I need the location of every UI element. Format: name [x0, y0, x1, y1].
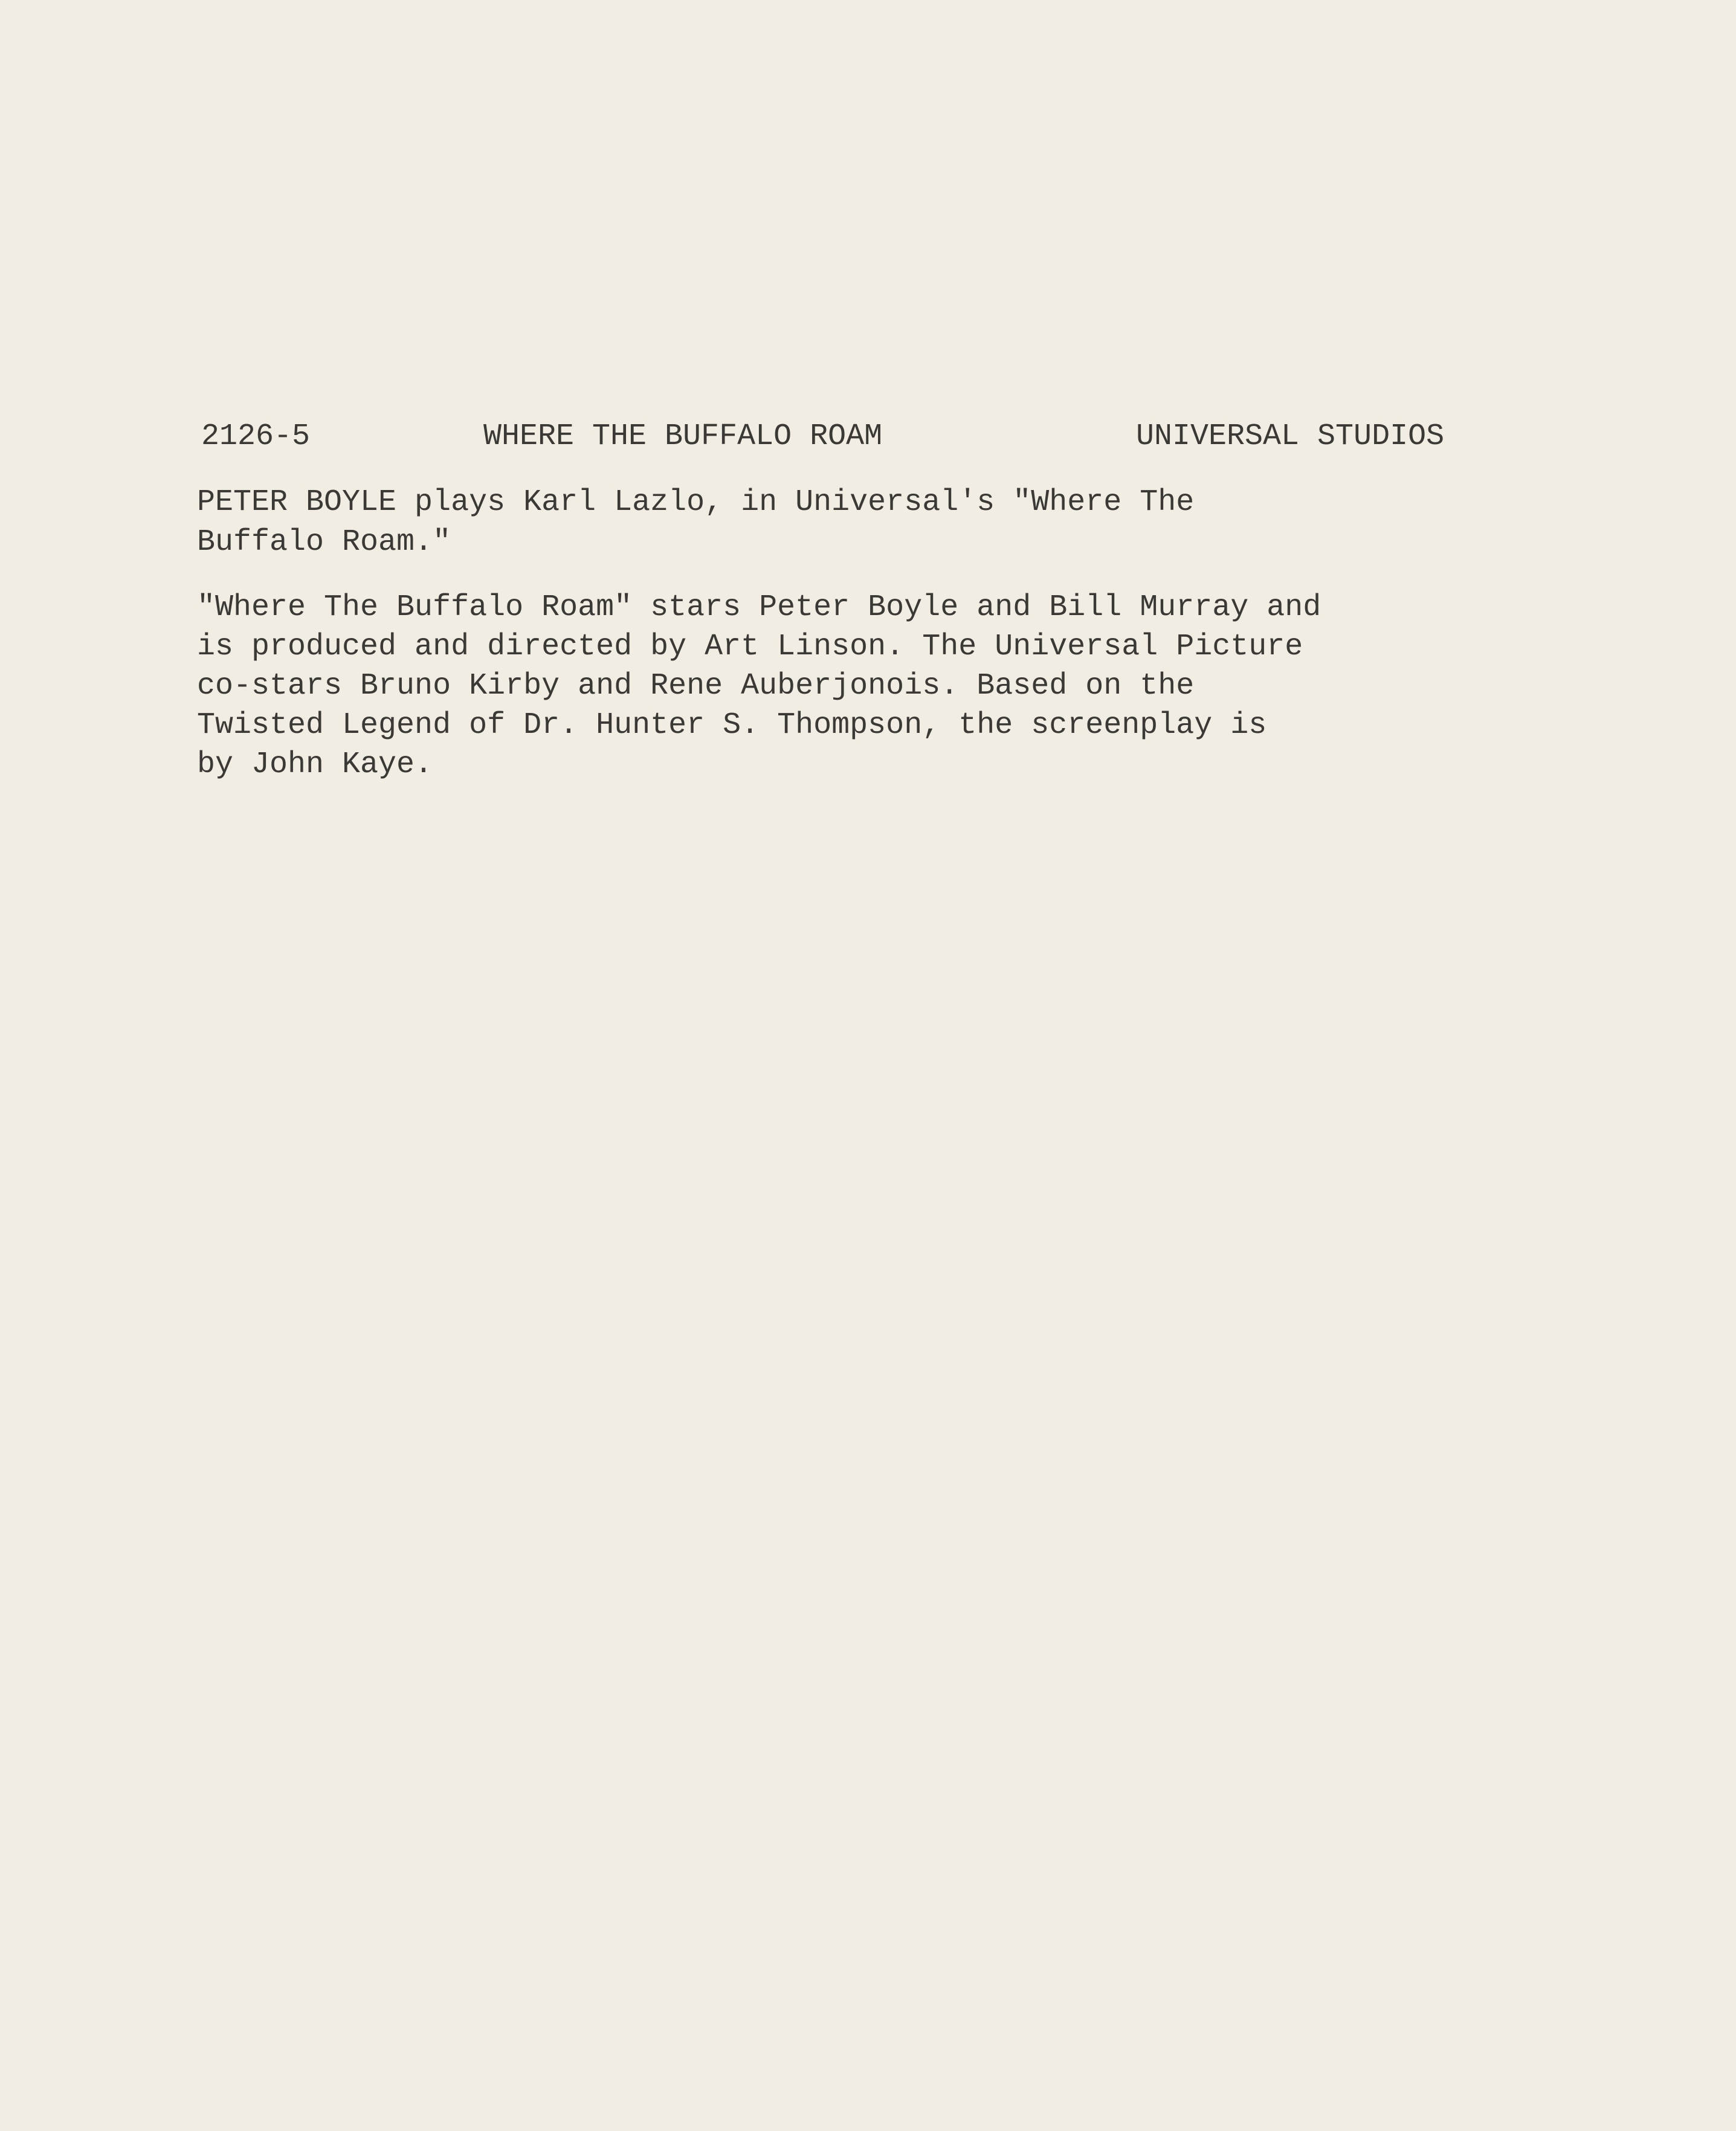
film-title: WHERE THE BUFFALO ROAM — [483, 419, 883, 454]
studio-name: UNIVERSAL STUDIOS — [1136, 419, 1445, 454]
header-line — [0, 413, 1736, 461]
film-synopsis: "Where The Buffalo Roam" stars Peter Boyle and Bill Murray and is produced and directed by Art Linson. The Universal Picture co-stars Bruno Kirby and Rene Auberjonois. Based on the Twisted Legend of Dr. Hunter S. Thompson, the screenplay is by John Kaye. — [197, 590, 1321, 782]
photo-caption: PETER BOYLE plays Karl Lazlo, in Universal's "Where The Buffalo Roam." — [197, 485, 1195, 559]
still-code: 2126-5 — [201, 419, 311, 454]
